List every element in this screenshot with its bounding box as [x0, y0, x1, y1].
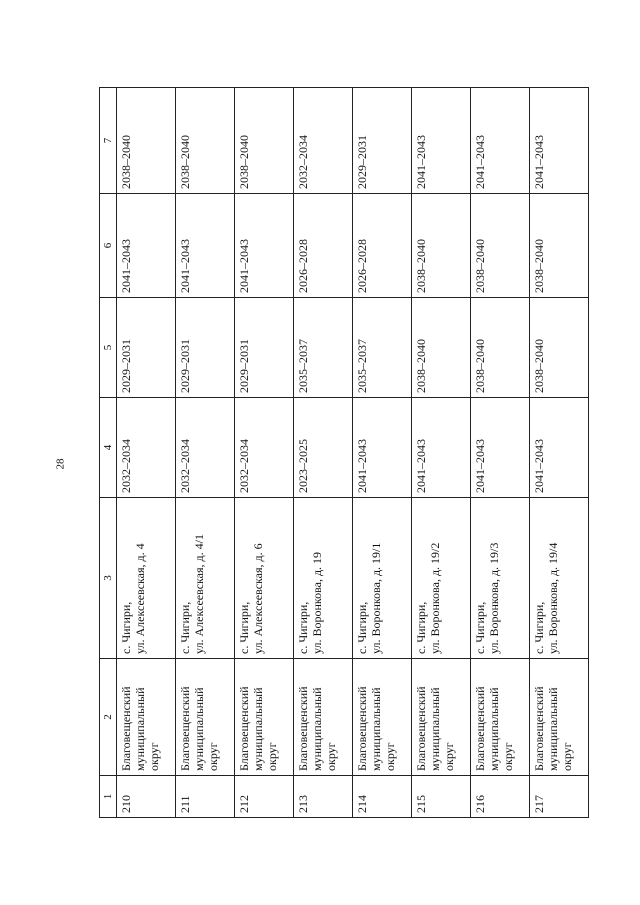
period-cell: 2029–2031 — [353, 88, 412, 194]
row-number: 214 — [353, 776, 412, 818]
address-line: ул. Воронкова, д. 19/3 — [487, 542, 501, 654]
address-line: с. Чигири, — [414, 601, 428, 654]
address-line: с. Чигири, — [119, 601, 133, 654]
column-header: 3 — [100, 498, 117, 659]
register-table — [99, 87, 589, 818]
address-line: с. Чигири, — [178, 601, 192, 654]
row-number: 211 — [176, 776, 235, 818]
address-line: ул. Алексеевская, д. 4/1 — [192, 534, 206, 654]
address-line: с. Чигири, — [473, 601, 487, 654]
period-cell: 2041–2043 — [117, 194, 176, 298]
period-cell: 2026–2028 — [353, 194, 412, 298]
period-cell: 2038–2040 — [412, 194, 471, 298]
table-row — [412, 88, 471, 818]
period-cell: 2038–2040 — [117, 88, 176, 194]
period-cell: 2038–2040 — [471, 298, 530, 398]
period-cell: 2029–2031 — [235, 298, 294, 398]
period-cell: 2032–2034 — [176, 398, 235, 498]
address-cell — [117, 498, 176, 659]
district-cell: Благовещенский муниципальный округ — [353, 659, 412, 776]
district-cell: Благовещенский муниципальный округ — [235, 659, 294, 776]
page-number-text: 28 — [54, 458, 66, 470]
district-cell: Благовещенский муниципальный округ — [117, 659, 176, 776]
period-cell: 2023–2025 — [294, 398, 353, 498]
period-cell: 2038–2040 — [412, 298, 471, 398]
row-number: 217 — [530, 776, 589, 818]
table-row — [294, 88, 353, 818]
column-header: 5 — [100, 298, 117, 398]
period-cell: 2035–2037 — [294, 298, 353, 398]
address-line: с. Чигири, — [237, 601, 251, 654]
period-cell: 2038–2040 — [176, 88, 235, 194]
row-number: 210 — [117, 776, 176, 818]
address-cell — [294, 498, 353, 659]
table-header-row — [100, 88, 117, 818]
address-cell — [471, 498, 530, 659]
table-row — [117, 88, 176, 818]
period-cell: 2041–2043 — [530, 398, 589, 498]
district-cell: Благовещенский муниципальный округ — [294, 659, 353, 776]
address-line: ул. Алексеевская, д. 6 — [251, 543, 265, 654]
period-cell: 2026–2028 — [294, 194, 353, 298]
address-line: ул. Воронкова, д. 19 — [310, 551, 324, 654]
column-header: 7 — [100, 88, 117, 194]
district-cell: Благовещенский муниципальный округ — [176, 659, 235, 776]
period-cell: 2029–2031 — [176, 298, 235, 398]
table-row — [530, 88, 589, 818]
period-cell: 2032–2034 — [294, 88, 353, 194]
column-header: 2 — [100, 659, 117, 776]
period-cell: 2032–2034 — [235, 398, 294, 498]
row-number: 215 — [412, 776, 471, 818]
period-cell: 2038–2040 — [471, 194, 530, 298]
period-cell: 2029–2031 — [117, 298, 176, 398]
address-cell — [353, 498, 412, 659]
address-line: ул. Алексеевская, д. 4 — [133, 543, 147, 654]
period-cell: 2038–2040 — [235, 88, 294, 194]
column-header: 4 — [100, 398, 117, 498]
district-cell: Благовещенский муниципальный округ — [412, 659, 471, 776]
district-cell: Благовещенский муниципальный округ — [471, 659, 530, 776]
period-cell: 2041–2043 — [235, 194, 294, 298]
period-cell: 2038–2040 — [530, 194, 589, 298]
period-cell: 2041–2043 — [353, 398, 412, 498]
page-number — [53, 452, 67, 476]
table-row — [176, 88, 235, 818]
period-cell: 2041–2043 — [530, 88, 589, 194]
period-cell: 2035–2037 — [353, 298, 412, 398]
address-cell — [530, 498, 589, 659]
address-line: ул. Воронкова, д. 19/2 — [428, 542, 442, 654]
address-line: ул. Воронкова, д. 19/1 — [369, 542, 383, 654]
period-cell: 2041–2043 — [176, 194, 235, 298]
period-cell: 2041–2043 — [471, 88, 530, 194]
address-line: с. Чигири, — [532, 601, 546, 654]
period-cell: 2041–2043 — [412, 88, 471, 194]
address-cell — [412, 498, 471, 659]
row-number: 216 — [471, 776, 530, 818]
row-number: 213 — [294, 776, 353, 818]
period-cell: 2041–2043 — [412, 398, 471, 498]
address-cell — [176, 498, 235, 659]
table-row — [471, 88, 530, 818]
table-row — [235, 88, 294, 818]
address-line: с. Чигири, — [355, 601, 369, 654]
address-cell — [235, 498, 294, 659]
address-line: ул. Воронкова, д. 19/4 — [546, 542, 560, 654]
district-cell: Благовещенский муниципальный округ — [530, 659, 589, 776]
address-line: с. Чигири, — [296, 601, 310, 654]
period-cell: 2041–2043 — [471, 398, 530, 498]
column-header: 6 — [100, 194, 117, 298]
rotated-table-wrapper — [99, 88, 574, 818]
period-cell: 2032–2034 — [117, 398, 176, 498]
table-row — [353, 88, 412, 818]
row-number: 212 — [235, 776, 294, 818]
rotated-page-content — [99, 88, 574, 818]
period-cell: 2038–2040 — [530, 298, 589, 398]
column-header: 1 — [100, 776, 117, 818]
